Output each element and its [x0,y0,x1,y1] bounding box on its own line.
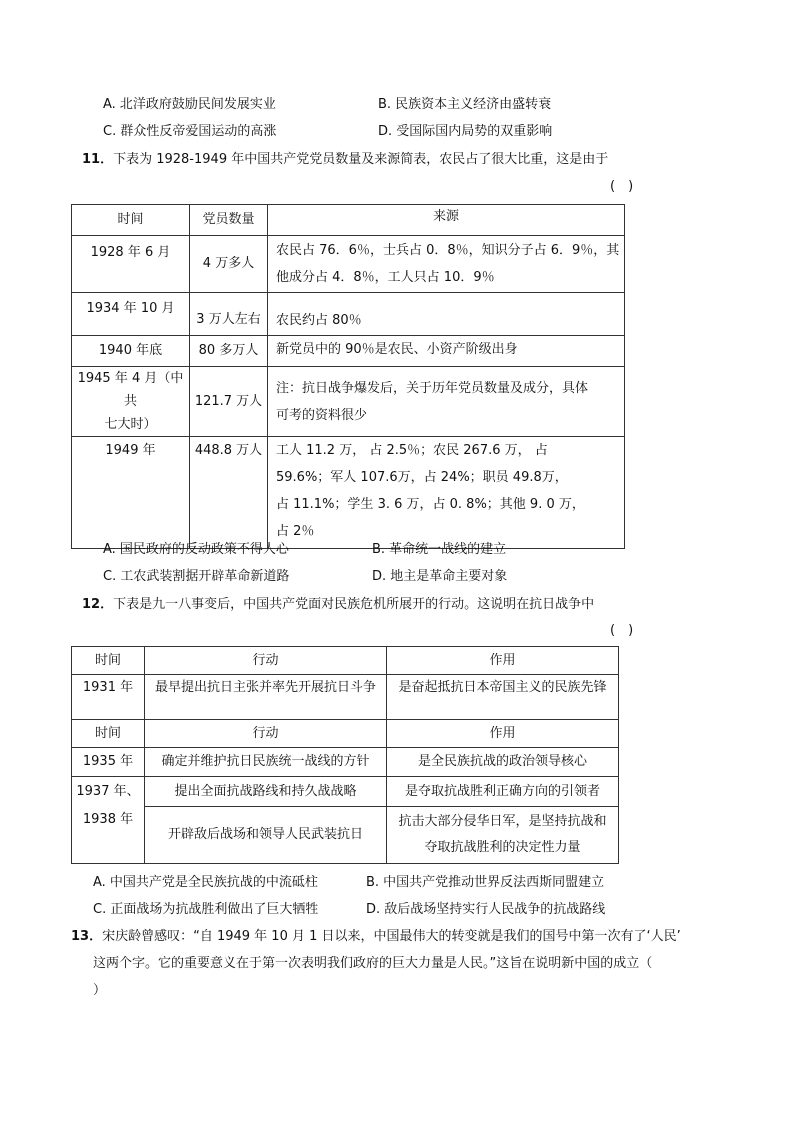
q11-row4-time-line: 七大时） [104,417,157,432]
q11-row4-time [72,367,190,437]
q11-row5-source-line: 59.6%；军人 107.6万，占 24%；职员 49.8万， [276,470,568,485]
table-row [72,367,625,437]
q11-row4-count: 121.7 万人 [190,367,268,437]
q12-row1-action: 最早提出抗日主张并率先开展抗日斗争 [145,675,387,720]
q11-row5-source-line: 占 11.1%；学生 3. 6 万，占 0. 8%；其他 9. 0 万， [276,497,585,512]
table-row [72,675,619,720]
table-row [72,236,625,293]
q11-header-time: 时间 [72,205,190,236]
q12-row2-action: 确定并维护抗日民族统一战线的方针 [145,748,387,777]
q11-option-b: B. 革命统一战线的建立 [372,542,507,557]
q13-stem-line3: ） [93,983,107,998]
q11-header-source: 来源 [268,205,625,236]
q10-option-c: C. 群众性反帝爱国运动的高涨 [103,124,277,139]
q12-subheader-effect: 作用 [387,720,619,748]
q12-option-d: D. 敌后战场坚持实行人民战争的抗战路线 [366,902,606,917]
q12-row3-effect-line: 抗击大部分侵华日军，是坚持抗战和 [398,814,607,829]
q12-row2-time: 1935 年 [72,748,145,777]
q11-stem [82,151,608,169]
q12-row3-action-b: 开辟敌后战场和领导人民武装抗日 [145,807,387,864]
q10-option-a: A. 北洋政府鼓励民间发展实业 [103,97,276,112]
q12-row1-time: 1931 年 [72,675,145,720]
q11-row2-source: 农民约占 80％ [268,293,625,336]
q12-subheader-action: 行动 [145,720,387,748]
q11-row4-time-line: 1945 年 4 月（中共 [77,371,184,409]
q11-row3-source: 新党员中的 90％是农民、小资产阶级出身 [268,336,625,367]
q11-row2-time: 1934 年 10 月 [72,293,190,336]
table-row [72,437,625,549]
q11-row4-source [268,367,625,437]
q12-row1-effect: 是奋起抵抗日本帝国主义的民族先锋 [387,675,619,720]
table-row [72,293,625,336]
q11-table [71,204,625,549]
q12-stem [82,596,594,614]
q13-number: 13． [71,929,103,944]
q12-table [71,646,619,864]
q12-option-c: C. 正面战场为抗战胜利做出了巨大牺牲 [93,902,319,917]
q12-answer-bracket: ( ) [610,623,634,638]
q11-row5-count: 448.8 万人 [190,437,268,549]
q11-answer-bracket: ( ) [610,179,634,194]
q12-header-effect: 作用 [387,647,619,675]
q12-row3-time-b: 1938 年 [72,807,145,864]
q11-option-c: C. 工农武装割据开辟革命新道路 [103,569,290,584]
q11-row3-count: 80 多万人 [190,336,268,367]
q12-option-a: A. 中国共产党是全民族抗战的中流砥柱 [93,875,318,890]
table-row [72,807,619,864]
q11-number: 11． [82,152,114,167]
q12-stem-text: 下表是九一八事变后，中国共产党面对民族危机所展开的行动。这说明在抗日战争中 [113,597,595,612]
q12-row2-effect: 是全民族抗战的政治领导核心 [387,748,619,777]
q12-header-time: 时间 [72,647,145,675]
q11-row3-time: 1940 年底 [72,336,190,367]
q11-row1-count: 4 万多人 [190,236,268,293]
q11-row5-source [268,437,625,549]
q11-row1-time: 1928 年 6 月 [72,236,190,293]
q11-stem-text: 下表为 1928-1949 年中国共产党党员数量及来源简表，农民占了很大比重，这是由于 [113,152,609,167]
q11-row1-source [268,236,625,293]
q13-stem-line2: 这两个字。它的重要意义在于第一次表明我们政府的巨大力量是人民。”这旨在说明新中国的成立（ [93,956,653,971]
q12-row3-effect-b [387,807,619,864]
q12-row3-time-a: 1937 年、 [72,777,145,807]
q11-option-d: D. 地主是革命主要对象 [372,569,508,584]
q12-row3-effect-line: 夺取抗战胜利的决定性力量 [424,840,581,855]
table-row [72,748,619,777]
q10-option-b: B. 民族资本主义经济由盛转衰 [378,97,552,112]
q12-row3-effect-a: 是夺取抗战胜利正确方向的引领者 [387,777,619,807]
q12-option-b: B. 中国共产党推动世界反法西斯同盟建立 [366,875,605,890]
q11-option-a: A. 国民政府的反动政策不得人心 [103,542,289,557]
table-row [72,777,619,807]
q11-row2-count: 3 万人左右 [190,293,268,336]
q11-header-count: 党员数量 [190,205,268,236]
q11-row5-source-line: 工人 11.2 万， 占 2.5％；农民 267.6 万， 占 [276,443,548,458]
q12-header-action: 行动 [145,647,387,675]
q11-row1-source-line: 农民占 76．6％，士兵占 0．8％，知识分子占 6．9％，其 [276,243,620,258]
q12-row3-action-a: 提出全面抗战路线和持久战战略 [145,777,387,807]
table-row [72,336,625,367]
q12-number: 12． [82,597,114,612]
q13-stem-line1 [71,928,681,946]
q11-row1-source-line: 他成分占 4．8％，工人只占 10．9％ [276,270,495,285]
q13-stem-text-1: 宋庆龄曾感叹：“自 1949 年 10 月 1 日以来，中国最伟大的转变就是我们的国号中第一次有了‘人民’ [102,929,681,944]
q10-option-d: D. 受国际国内局势的双重影响 [378,124,553,139]
q11-row4-source-line: 注：抗日战争爆发后，关于历年党员数量及成分，具体 [276,380,589,396]
q12-subheader-time: 时间 [72,720,145,748]
q11-row5-time: 1949 年 [72,437,190,549]
q11-row4-source-line: 可考的资料很少 [276,407,368,423]
q11-row5-source-line: 占 2％ [276,524,315,539]
